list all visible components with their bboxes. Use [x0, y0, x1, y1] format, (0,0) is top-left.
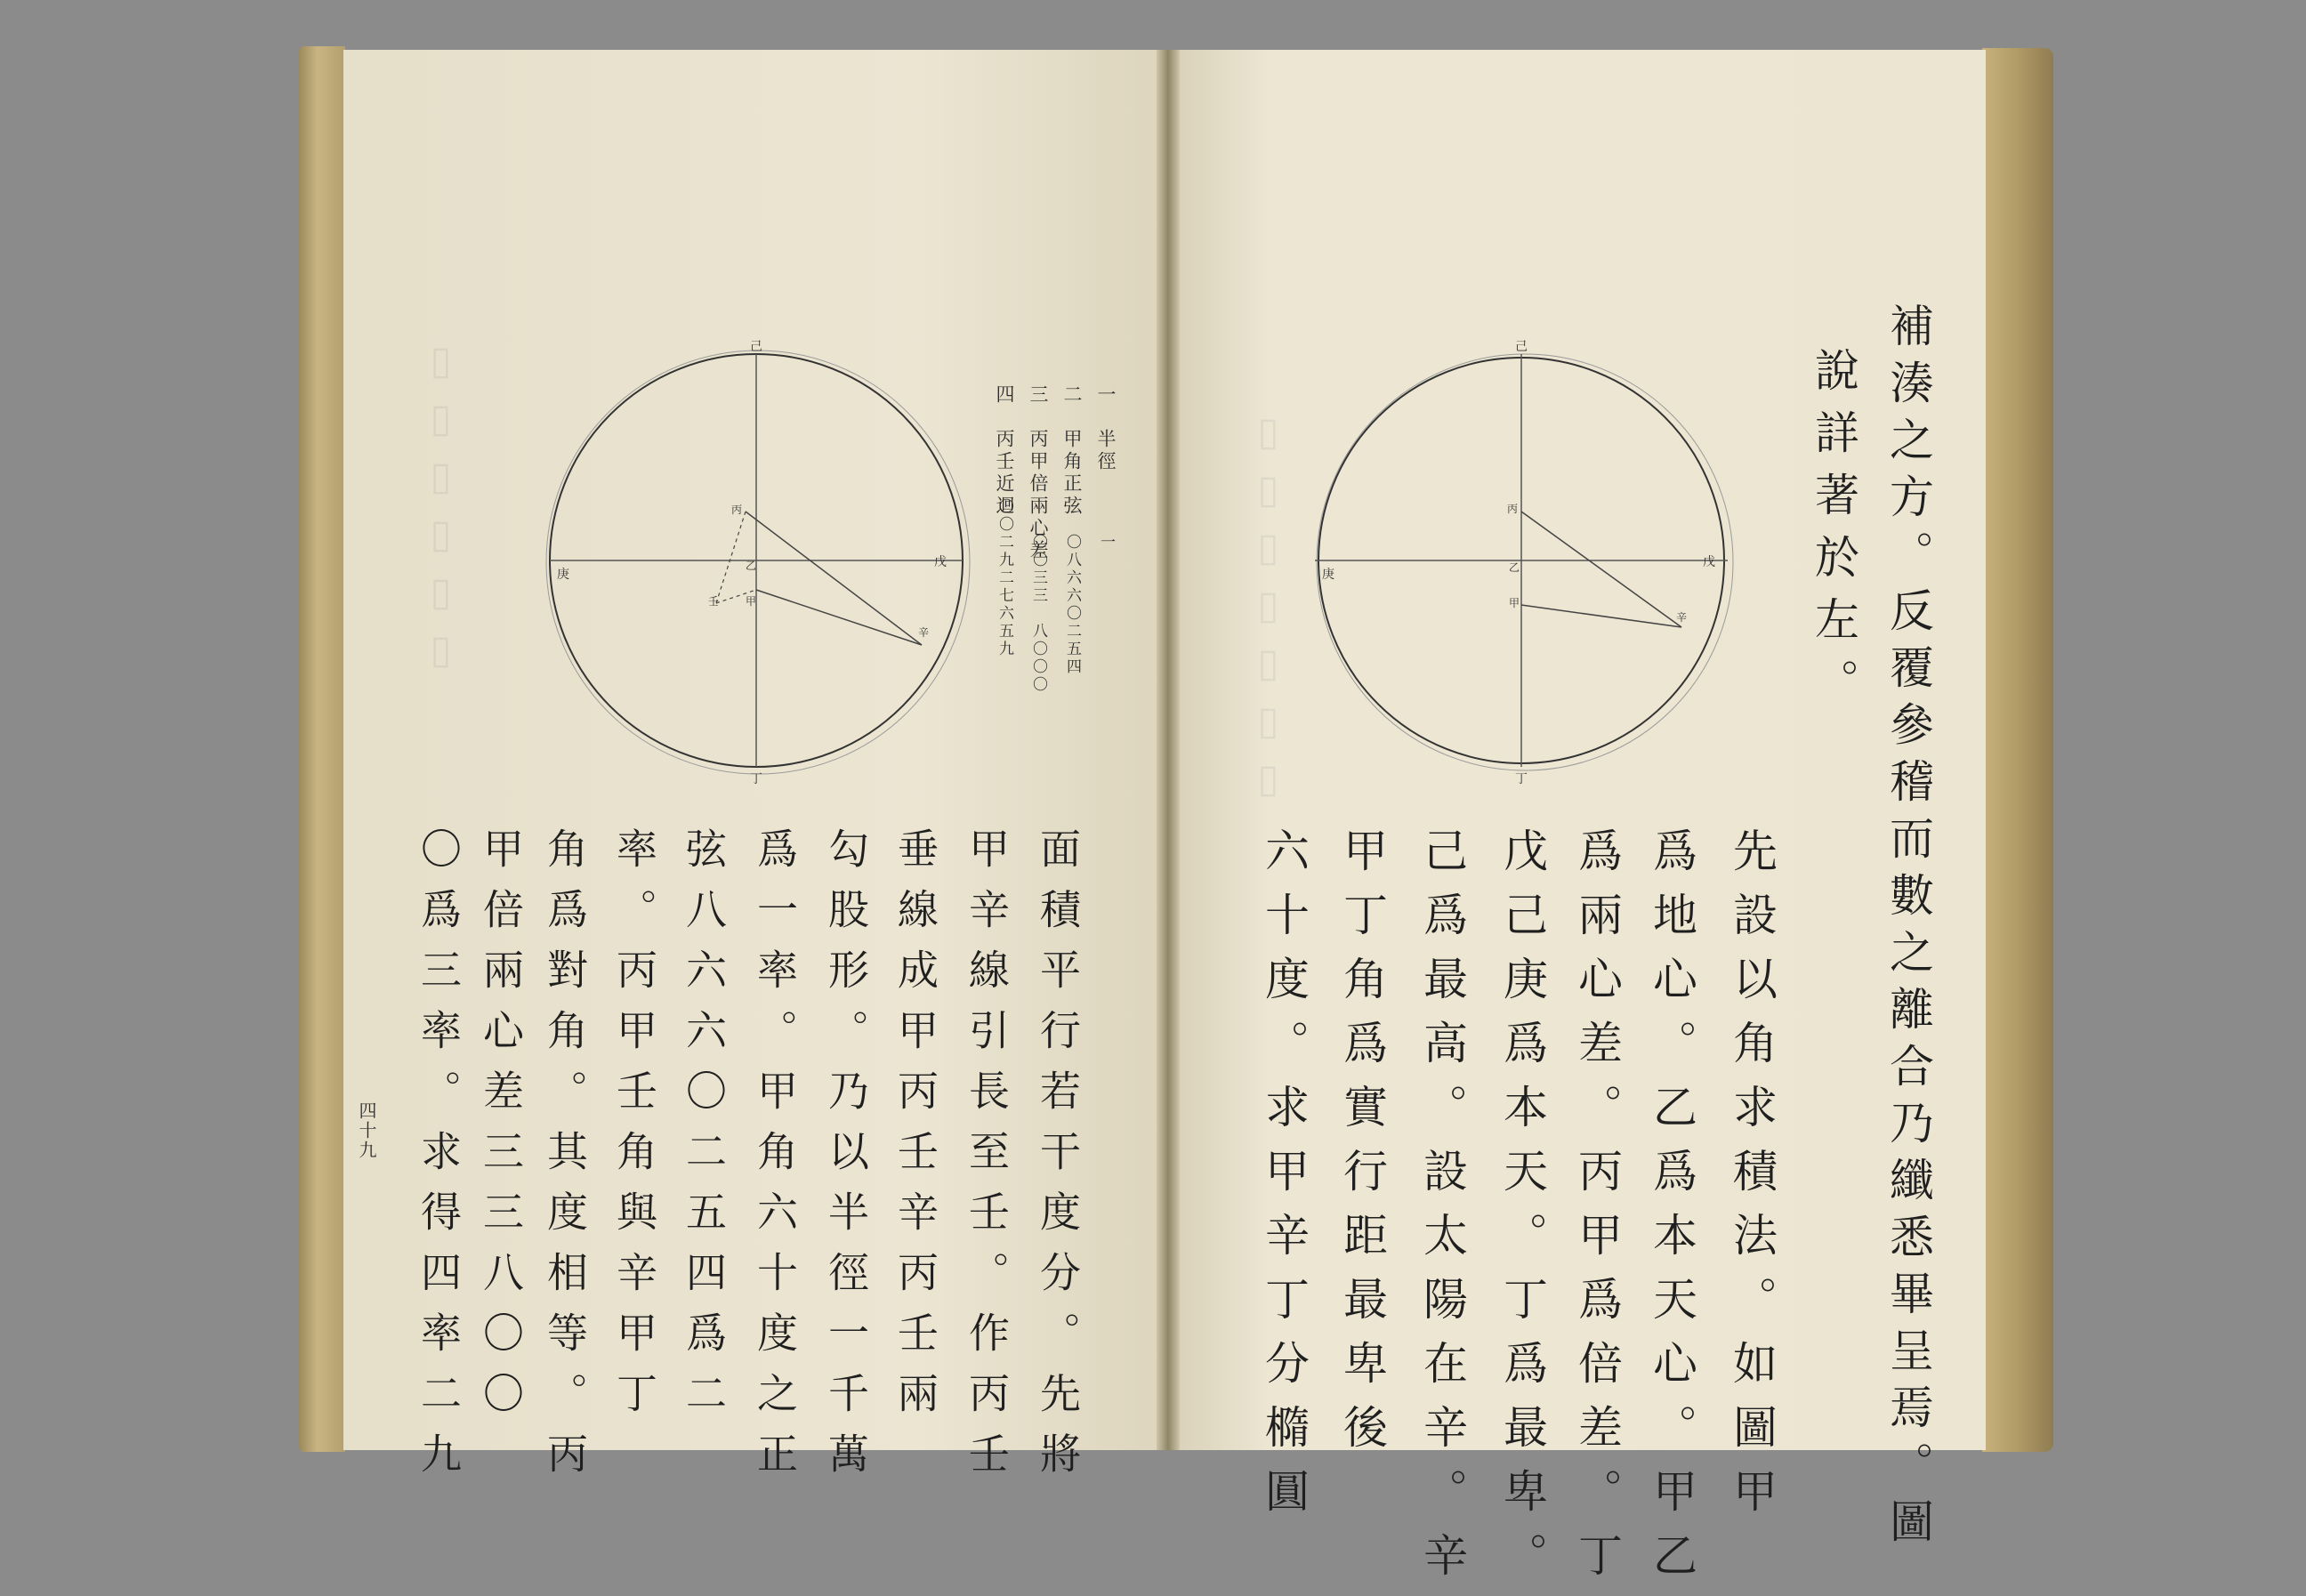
- right-text-column-5: 爲兩心差。丙甲爲倍差。丁: [1571, 827, 1623, 1596]
- left-text-column-10: 〇爲三率。求得四率二九: [415, 827, 463, 1493]
- right-diagram: [1299, 338, 1744, 786]
- label-right: 戊: [1703, 555, 1715, 569]
- label-jia: 甲: [746, 595, 757, 608]
- label-top: 己: [750, 340, 762, 354]
- right-text-column-3: 先設以角求積法。如圖甲: [1726, 827, 1778, 1532]
- label-left: 庚: [557, 568, 569, 582]
- label-right: 戊: [934, 555, 947, 569]
- label-xin: 辛: [918, 626, 930, 639]
- legend-label-2: 二 甲角正弦: [1061, 384, 1083, 518]
- left-page-edge: [299, 46, 345, 1452]
- left-diagram: [534, 338, 979, 786]
- right-page-edge: [1982, 48, 2053, 1452]
- legend-label-4: 四 丙壬近迴: [994, 384, 1015, 518]
- label-top: 己: [1515, 340, 1528, 354]
- show-through-text: ▯▯▯▯▯▯▯: [1246, 409, 1291, 814]
- label-xin: 辛: [1676, 611, 1688, 624]
- right-text-column-1: 補湊之方。反覆參稽而數之離合乃纖悉畢呈焉。圖: [1883, 302, 1934, 1555]
- label-bottom: 丁: [750, 772, 762, 786]
- right-text-column-2: 說詳著於左。: [1808, 347, 1859, 721]
- legend-value-2: 〇八六六〇二五四: [1063, 534, 1081, 676]
- left-text-column-7: 率。丙甲壬角與辛甲丁: [610, 827, 658, 1432]
- right-text-column-7: 己爲最高。設太陽在辛。辛: [1416, 827, 1468, 1596]
- legend-value-3: 〇〇三三 八〇〇〇: [1029, 534, 1047, 694]
- left-text-column-3: 垂線成甲丙壬辛丙壬兩: [891, 827, 939, 1432]
- legend-value-4: 〇〇二九二七六五九: [996, 498, 1013, 658]
- right-text-column-6: 戊己庚爲本天。丁爲最卑。: [1496, 827, 1548, 1596]
- label-bing: 丙: [1507, 503, 1519, 515]
- book-gutter: [1157, 50, 1180, 1450]
- label-yi: 乙: [1509, 561, 1520, 574]
- label-bottom: 丁: [1515, 772, 1528, 786]
- left-text-column-8: 角爲對角。其度相等。丙: [541, 827, 589, 1493]
- left-text-column-5: 爲一率。甲角六十度之正: [751, 827, 799, 1493]
- legend-value-1: 一: [1097, 534, 1115, 552]
- folio-number: 四十九: [356, 1101, 377, 1160]
- left-text-column-4: 勾股形。乃以半徑一千萬: [822, 827, 870, 1493]
- label-left: 庚: [1322, 568, 1334, 582]
- label-yi: 乙: [746, 560, 757, 572]
- show-through-text: ▯▯▯▯▯▯: [418, 338, 464, 685]
- left-text-column-6: 弦八六六〇二五四爲二: [680, 827, 728, 1432]
- right-text-column-4: 爲地心。乙爲本天心。甲乙: [1646, 827, 1697, 1596]
- right-text-column-8: 甲丁角爲實行距最卑後: [1336, 827, 1388, 1468]
- right-text-column-9: 六十度。求甲辛丁分橢圓: [1258, 827, 1310, 1532]
- label-jia: 甲: [1509, 597, 1520, 609]
- left-text-column-2: 甲辛線引長至壬。作丙壬: [963, 827, 1011, 1493]
- left-text-column-1: 面積平行若干度分。先將: [1034, 827, 1082, 1493]
- left-text-column-9: 甲倍兩心差三三八〇〇: [477, 827, 525, 1432]
- label-bing: 丙: [731, 504, 743, 516]
- legend-label-3: 三 丙甲倍兩心差: [1028, 384, 1049, 562]
- label-ren: 壬: [708, 595, 720, 608]
- legend-label-1: 一 半徑: [1095, 384, 1117, 473]
